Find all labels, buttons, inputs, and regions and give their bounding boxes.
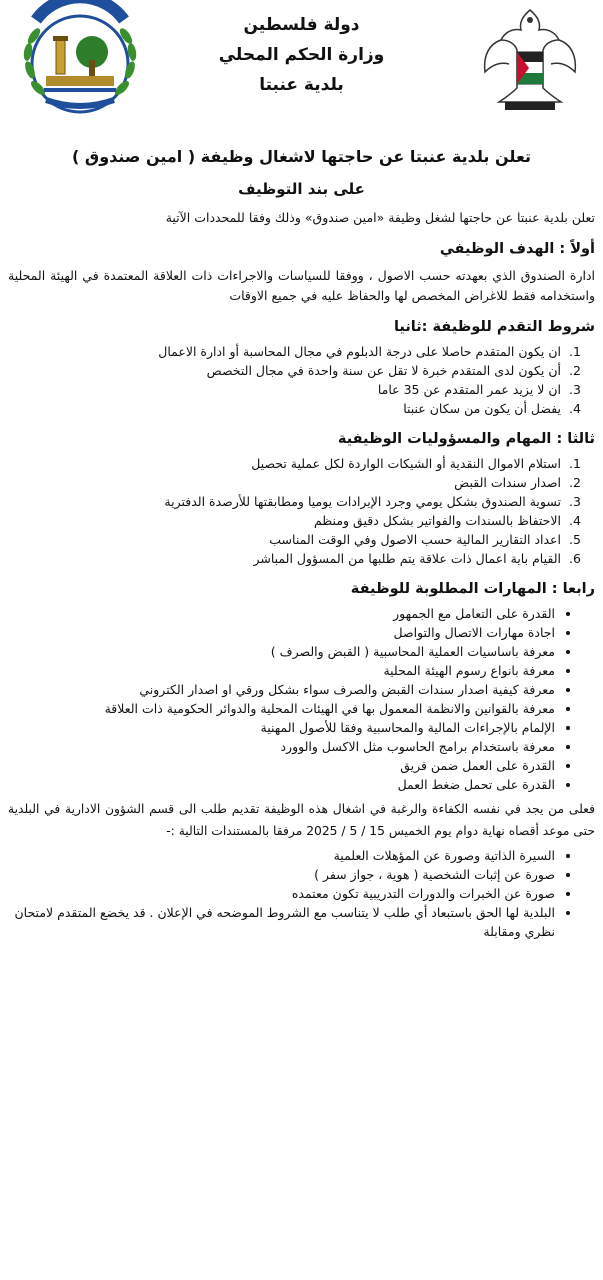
list-item: 1. ان يكون المتقدم حاصلا على درجة الدبلوم في مجال المحاسبة أو ادارة الاعمال <box>8 342 565 361</box>
announcement-subtitle: على بند التوظيف <box>238 180 365 198</box>
list-item: • معرفة باستخدام برامج الحاسوب مثل الاكسل والوورد <box>8 737 555 756</box>
list-item: 3. ان لا يزيد عمر المتقدم عن 35 عاما <box>8 380 565 399</box>
section1-heading: أولاً : الهدف الوظيفي <box>439 241 595 257</box>
list-item: • القدرة على تحمل ضغط العمل <box>8 775 555 794</box>
section4-heading: رابعا : المهارات المطلوبة للوظيفة <box>350 581 595 597</box>
list-item: • القدرة على التعامل مع الجمهور <box>8 604 555 623</box>
list-item: 1. استلام الاموال النقدية أو الشيكات الواردة لكل عملية تحصيل <box>8 454 565 473</box>
letterhead <box>8 0 595 130</box>
intro-paragraph: تعلن بلدية عنبتا عن حاجتها لشغل وظيفة «امين صندوق» وذلك وفقا للمحددات الآتية <box>165 210 595 225</box>
duties-list <box>8 454 595 568</box>
list-item: • صورة عن إثبات الشخصية ( هوية ، جواز سفر ) <box>8 865 555 884</box>
municipality-name: بلدية عنبتا <box>259 75 344 95</box>
conditions-list <box>8 342 595 418</box>
section2-heading: شروط التقدم للوظيفة :ثانيا <box>393 319 595 335</box>
list-item: • البلدية لها الحق باستبعاد أي طلب لا يتناسب مع الشروط الموضحه في الإعلان . قد يخضع المتقدم لامتحان نظري ومقابلة <box>8 903 555 941</box>
municipality-logo-icon <box>16 0 144 128</box>
list-item: 5. اعداد التقارير المالية حسب الاصول وفي الوقت المناسب <box>8 530 565 549</box>
skills-list <box>8 604 595 794</box>
state-name: دولة فلسطين <box>243 15 360 35</box>
section1-text: ادارة الصندوق الذي بعهدته حسب الاصول ، ووفقا للسياسات والاجراءات ذات العلاقة المعتمدة في الهيئة المحلية واستخدامه فقط للاغراض المخصص لها والحفاظ عليه في جميع الاوقات <box>8 268 595 303</box>
list-item: 6. القيام باية اعمال ذات علاقة يتم طلبها من المسؤول المباشر <box>8 549 565 568</box>
section3-heading: ثالثا : المهام والمسؤوليات الوظيفية <box>337 431 595 447</box>
list-item: • معرفة باساسيات العملية المحاسبية ( القبض والصرف ) <box>8 642 555 661</box>
list-item: 3. تسوية الصندوق بشكل يومي وجرد الإيرادات يوميا ومطابقتها للأرصدة الدفترية <box>8 492 565 511</box>
list-item: • معرفة بانواع رسوم الهيئة المحلية <box>8 661 555 680</box>
list-item: • معرفة كيفية اصدار سندات القبض والصرف سواء بشكل ورقي او اصدار الكتروني <box>8 680 555 699</box>
list-item: • السيرة الذاتية وصورة عن المؤهلات العلمية <box>8 846 555 865</box>
palestine-emblem-icon <box>475 2 585 122</box>
list-item: • القدرة على العمل ضمن فريق <box>8 756 555 775</box>
ministry-name: وزارة الحكم المحلي <box>218 45 385 65</box>
announcement-title: تعلن بلدية عنبتا عن حاجتها لاشغال وظيفة ( امين صندوق ) <box>72 147 531 166</box>
list-item: 2. أن يكون لدى المتقدم خبرة لا تقل عن سنة واحدة في مجال التخصص <box>8 361 565 380</box>
list-item: • اجادة مهارات الاتصال والتواصل <box>8 623 555 642</box>
list-item: 4. يفضل أن يكون من سكان عنبتا <box>8 399 565 418</box>
list-item: • معرفة بالقوانين والانظمة المعمول بها في الهيئات المحلية والدوائر الحكومية ذات العلاقة <box>8 699 555 718</box>
list-item: 2. اصدار سندات القبض <box>8 473 565 492</box>
list-item: • صورة عن الخبرات والدورات التدريبية تكون معتمده <box>8 884 555 903</box>
header-titles <box>158 10 445 100</box>
list-item: 4. الاحتفاظ بالسندات والفواتير بشكل دقيق ومنظم <box>8 511 565 530</box>
list-item: • الإلمام بالإجراءات المالية والمحاسبية وفقا للأصول المهنية <box>8 718 555 737</box>
closing-paragraph: فعلى من يجد في نفسه الكفاءة والرغبة في اشغال هذه الوظيفة تقديم طلب الى قسم الشؤون الادارية في البلدية حتى موعد أقصاه نهاية دوام يوم الخميس 15 / 5 / 2025 مرفقا بالمستندات التالية :- <box>8 802 595 838</box>
documents-list <box>8 846 595 941</box>
